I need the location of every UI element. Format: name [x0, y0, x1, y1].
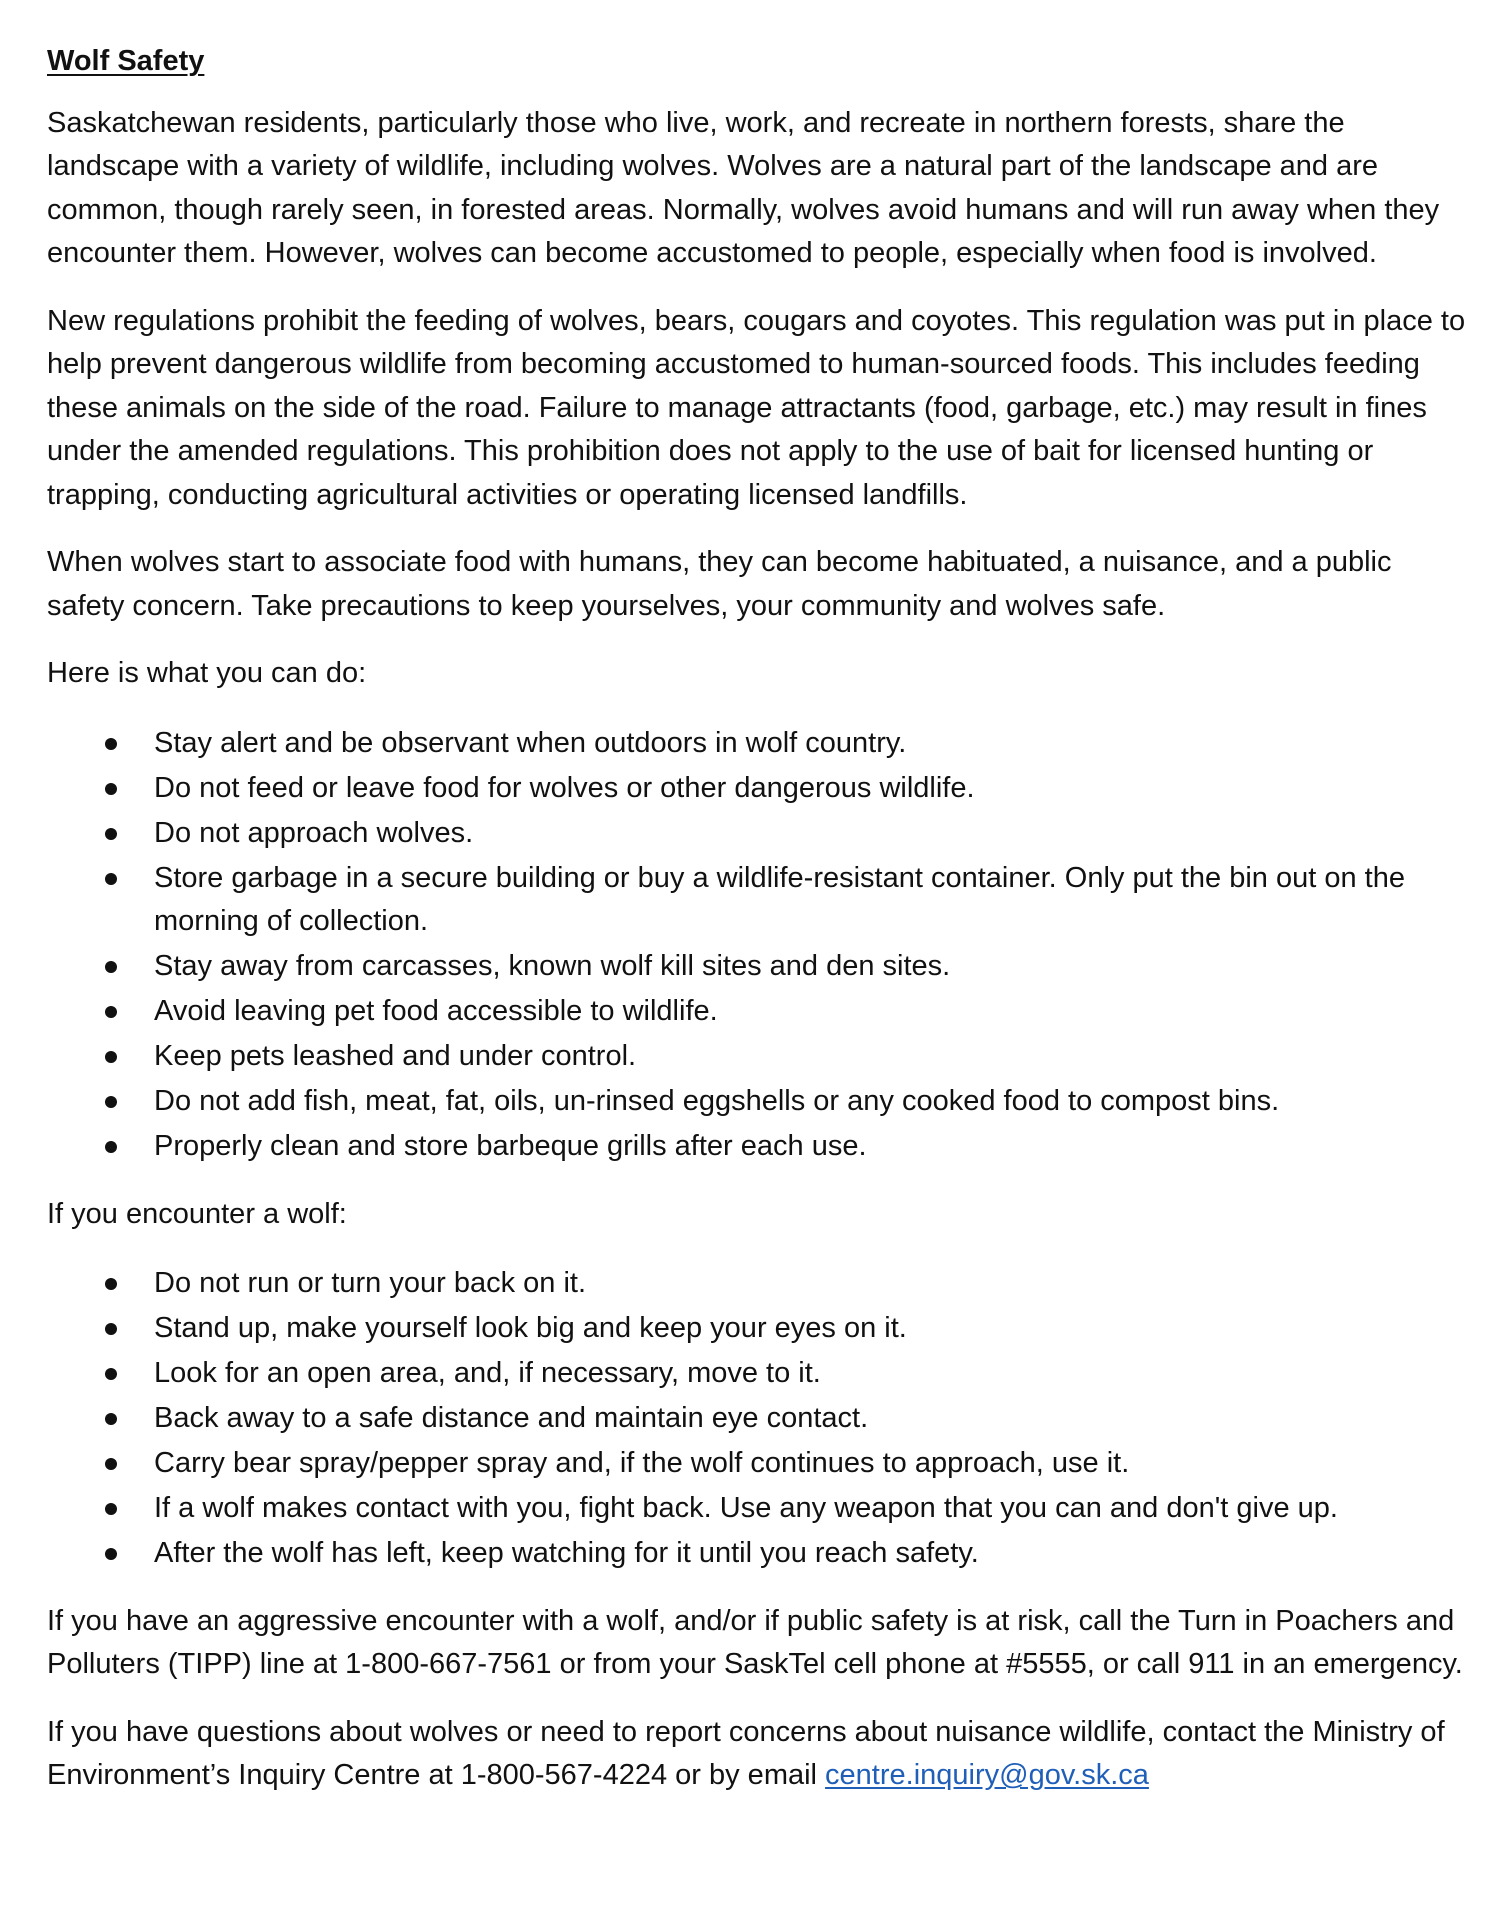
list-item: [47, 1487, 1467, 1531]
list-item: [47, 1035, 1467, 1079]
bullet-icon: [105, 1278, 117, 1290]
bullet-icon: [105, 1323, 117, 1335]
what-you-can-do-list: [47, 722, 1467, 1169]
list-item: [47, 1262, 1467, 1306]
list-item-text: Do not approach wolves.: [154, 816, 474, 849]
list-item: [47, 1307, 1467, 1351]
paragraph-contact: [47, 1711, 1467, 1798]
list-item: [47, 1125, 1467, 1169]
list-item-text: Store garbage in a secure building or buy a wildlife-resistant container. Only put the bin out on the morning of collection.: [154, 861, 1405, 937]
list-item: [47, 722, 1467, 766]
list-item: [47, 945, 1467, 989]
bullet-icon: [105, 738, 117, 750]
list-item: [47, 1532, 1467, 1576]
list-item-text: Do not add fish, meat, fat, oils, un-rinsed eggshells or any cooked food to compost bins.: [154, 1085, 1280, 1117]
list-item-text: Properly clean and store barbeque grills after each use.: [154, 1130, 867, 1162]
list-item: [47, 1442, 1467, 1486]
paragraph-aggressive-encounter: If you have an aggressive encounter with a wolf, and/or if public safety is at risk, call the Turn in Poachers and Polluters (TIPP) line at 1-800-667-7561 or from your SaskTel cell phone at #5555, or call 911 in an emergency.: [47, 1604, 1463, 1680]
list-item-text: After the wolf has left, keep watching for it until you reach safety.: [154, 1537, 979, 1569]
list-item-text: Stay away from carcasses, known wolf kill sites and den sites.: [154, 950, 951, 982]
bullet-icon: [105, 1006, 117, 1018]
bullet-icon: [105, 1548, 117, 1560]
bullet-icon: [105, 961, 117, 973]
paragraph-intro: Saskatchewan residents, particularly those who live, work, and recreate in northern forests, share the landscape with a variety of wildlife, including wolves. Wolves are a natural part of the landscape and are common, though rarely seen, in forested areas. Normally, wolves avoid humans and will run away when they encounter them. However, wolves can become accustomed to people, especially when food is involved.: [47, 106, 1440, 269]
bullet-icon: [105, 1458, 117, 1470]
list-item: [47, 767, 1467, 811]
bullet-icon: [105, 1096, 117, 1108]
bullet-icon: [105, 828, 117, 840]
list-item-text: If a wolf makes contact with you, fight back. Use any weapon that you can and don't give up.: [154, 1492, 1338, 1524]
bullet-icon: [105, 1503, 117, 1515]
list-item-text: Look for an open area, and, if necessary, move to it.: [154, 1357, 821, 1389]
paragraph-regulations: New regulations prohibit the feeding of wolves, bears, cougars and coyotes. This regulation was put in place to help prevent dangerous wildlife from becoming accustomed to human-sourced foods. This includes feeding these animals on the side of the road. Failure to manage attractants (food, garbage, etc.) may result in fines under the amended regulations. This prohibition does not apply to the use of bait for licensed hunting or trapping, conducting agricultural activities or operating licensed landfills.: [47, 304, 1466, 511]
document-title: Wolf Safety: [47, 45, 205, 77]
list-item: [47, 1397, 1467, 1441]
list-item-text: Avoid leaving pet food accessible to wildlife.: [154, 995, 718, 1027]
document-page: [47, 40, 1467, 1822]
list-item: [47, 1080, 1467, 1124]
paragraph-habituation: When wolves start to associate food with humans, they can become habituated, a nuisance, and a public safety concern. Take precautions to keep yourselves, your community and wolves safe.: [47, 546, 1392, 622]
list-item-text: Keep pets leashed and under control.: [154, 1040, 637, 1072]
bullet-icon: [105, 783, 117, 795]
list-item-text: Do not feed or leave food for wolves or other dangerous wildlife.: [154, 771, 975, 804]
what-you-can-do-intro: Here is what you can do:: [47, 657, 367, 689]
list-item-text: Stay alert and be observant when outdoors in wolf country.: [154, 726, 907, 759]
list-item-text: Back away to a safe distance and maintain eye contact.: [154, 1402, 869, 1434]
list-item: [47, 990, 1467, 1034]
bullet-icon: [105, 873, 117, 885]
bullet-icon: [105, 1413, 117, 1425]
list-item-text: Do not run or turn your back on it.: [154, 1267, 586, 1299]
list-item-text: Stand up, make yourself look big and keep your eyes on it.: [154, 1312, 907, 1344]
contact-text: If you have questions about wolves or need to report concerns about nuisance wildlife, contact the Ministry of Environment’s Inquiry Centre at 1-800-567-4224 or by email: [47, 1715, 1445, 1791]
list-item-text: Carry bear spray/pepper spray and, if the wolf continues to approach, use it.: [154, 1447, 1130, 1479]
bullet-icon: [105, 1368, 117, 1380]
list-item: [47, 1352, 1467, 1396]
bullet-icon: [105, 1051, 117, 1063]
list-item: [47, 812, 1467, 856]
contact-email-link[interactable]: centre.inquiry@gov.sk.ca: [825, 1759, 1149, 1791]
encounter-list: [47, 1262, 1467, 1576]
encounter-intro: If you encounter a wolf:: [47, 1197, 347, 1230]
list-item: [47, 857, 1467, 944]
bullet-icon: [105, 1141, 117, 1153]
